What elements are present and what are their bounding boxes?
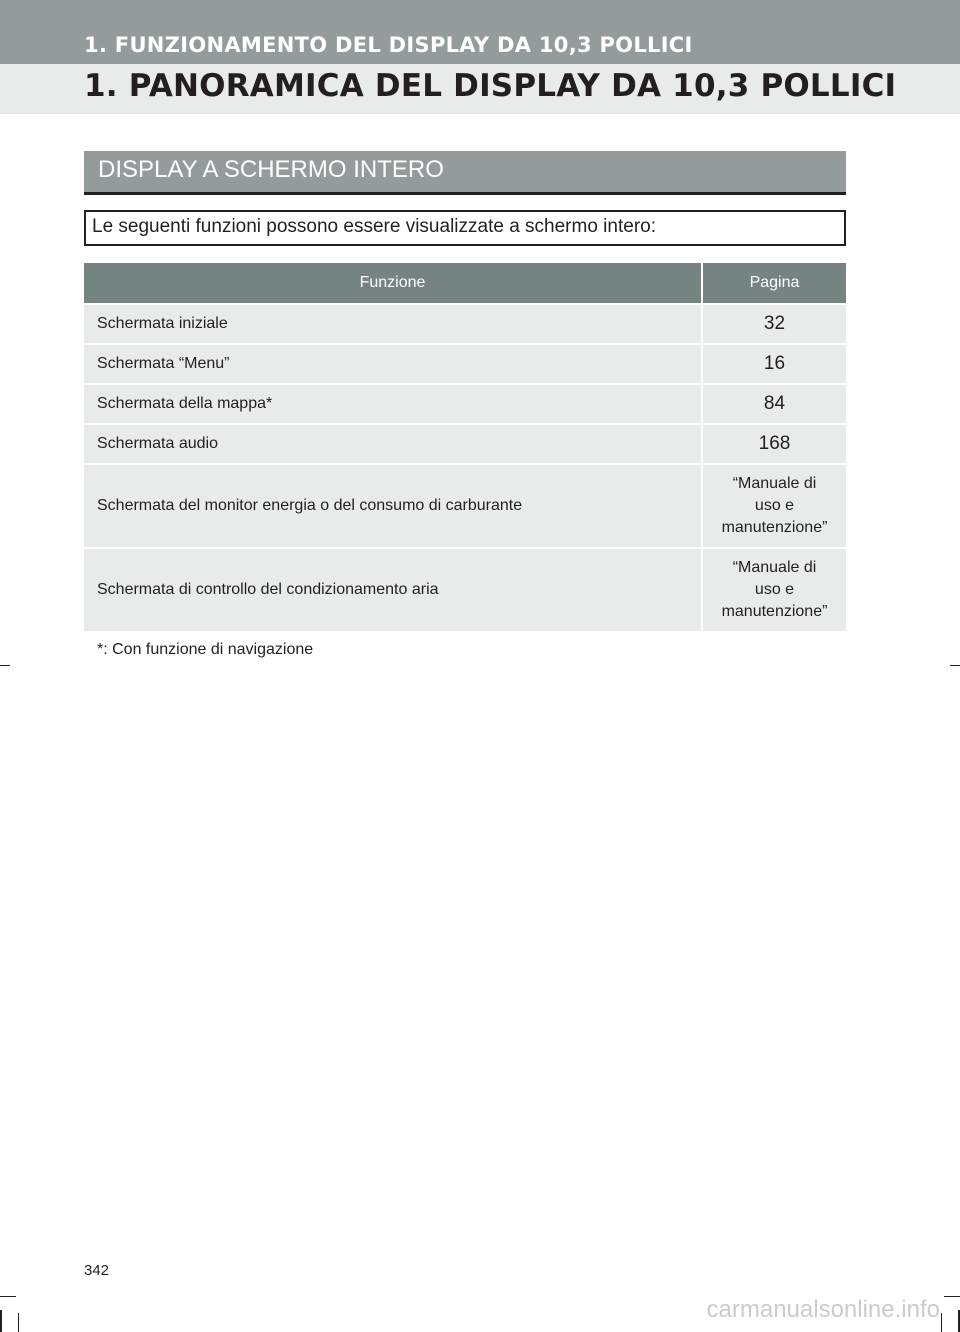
column-header-page: Pagina — [702, 263, 846, 304]
table-row — [84, 424, 846, 464]
page-reference-line: uso e — [754, 497, 795, 514]
crop-mark — [18, 1313, 19, 1332]
crop-mark — [950, 665, 960, 666]
crop-mark — [0, 1296, 16, 1297]
table-row — [84, 464, 846, 548]
table-row — [84, 344, 846, 384]
page-cell: 168 — [702, 424, 846, 464]
function-cell: Schermata del monitor energia o del consumo di carburante — [84, 464, 702, 548]
page-reference-line: manutenzione” — [721, 519, 828, 536]
table-row — [84, 384, 846, 424]
page-cell: 32 — [702, 304, 846, 344]
function-cell: Schermata audio — [84, 424, 702, 464]
function-cell: Schermata della mappa* — [84, 384, 702, 424]
table-row — [84, 304, 846, 344]
function-table — [84, 263, 846, 631]
table-header-row — [84, 263, 846, 304]
page-reference-line: manutenzione” — [721, 603, 828, 620]
page-number: 342 — [84, 1262, 110, 1279]
column-header-function: Funzione — [84, 263, 702, 304]
crop-mark — [941, 1313, 942, 1332]
function-cell: Schermata di controllo del condizionamento aria — [84, 548, 702, 631]
function-cell: Schermata iniziale — [84, 304, 702, 344]
page-cell — [702, 548, 846, 631]
page-cell: 16 — [702, 344, 846, 384]
table-row — [84, 548, 846, 631]
intro-box — [84, 210, 846, 246]
watermark: carmanualsonline.info — [706, 1296, 940, 1323]
crop-mark — [0, 1310, 2, 1332]
footnote: *: Con funzione di navigazione — [97, 641, 314, 658]
function-cell: Schermata “Menu” — [84, 344, 702, 384]
subsection-title: DISPLAY A SCHERMO INTERO — [98, 156, 444, 183]
page-cell — [702, 464, 846, 548]
crop-mark — [944, 1296, 960, 1297]
chapter-title: 1. FUNZIONAMENTO DEL DISPLAY DA 10,3 POLLICI — [84, 33, 693, 57]
page-reference-line: “Manuale di — [732, 559, 817, 576]
page-title: 1. PANORAMICA DEL DISPLAY DA 10,3 POLLICI — [84, 68, 897, 104]
page-cell: 84 — [702, 384, 846, 424]
page-reference-line: uso e — [754, 581, 795, 598]
crop-mark — [0, 665, 10, 666]
subsection-header — [84, 151, 846, 195]
intro-text: Le seguenti funzioni possono essere visualizzate a schermo intero: — [92, 216, 656, 237]
page-reference-line: “Manuale di — [732, 475, 817, 492]
